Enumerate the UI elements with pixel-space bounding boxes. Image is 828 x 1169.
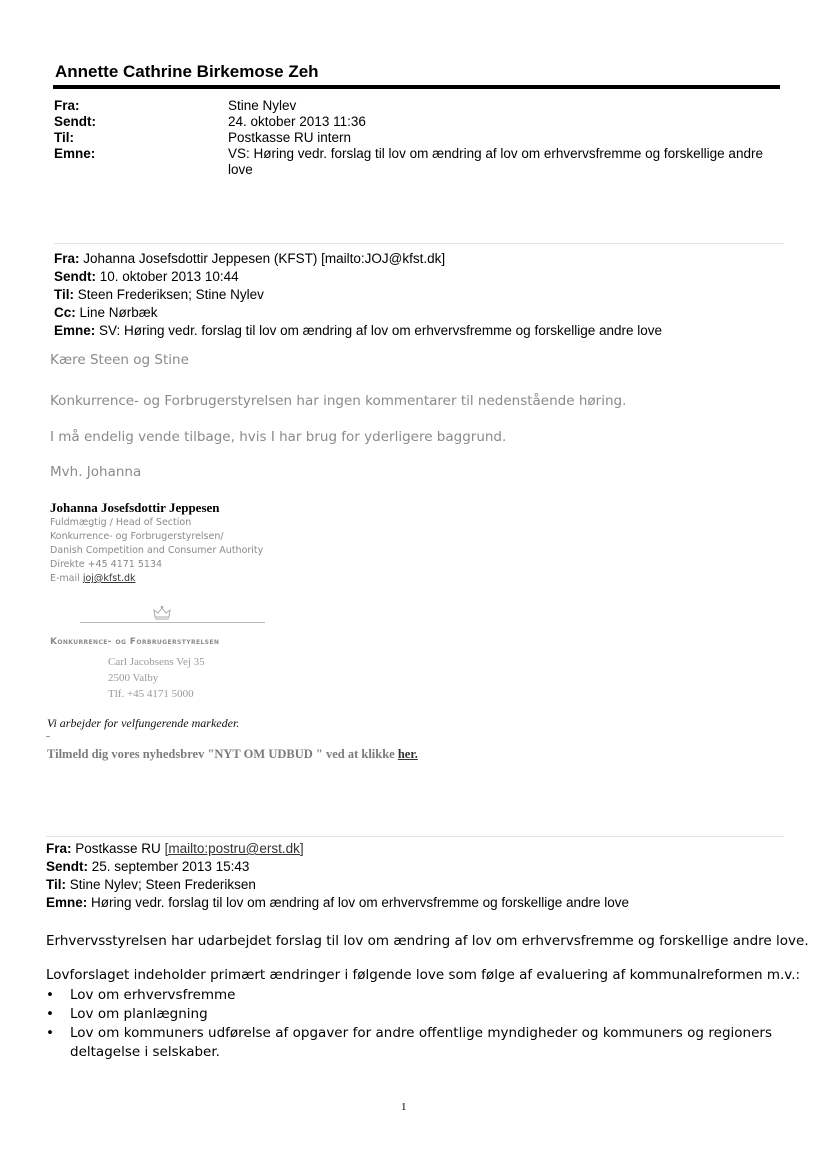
forward1-cc-value: Line Nørbæk <box>79 305 158 320</box>
header-value-til: Postkasse RU intern <box>228 130 352 145</box>
list-item <box>46 1005 772 1024</box>
header-value-fra: Stine Nylev <box>228 98 297 113</box>
signature-email-label: E-mail <box>50 573 80 584</box>
forward2-emne-label: Emne: <box>46 895 88 910</box>
forward1-emne-value: SV: Høring vedr. forslag til lov om ændring af lov om erhvervsfremme og forskellige andre love <box>99 323 663 338</box>
forward1-sendt-label: Sendt: <box>54 269 96 284</box>
logo-rule <box>80 622 265 623</box>
list-item-text: Lov om planlægning <box>70 1006 208 1022</box>
signature-motto: Vi arbejder for velfungerende markeder. <box>47 716 240 730</box>
signature-title: Fuldmægtig / Head of Section <box>50 517 192 528</box>
forward1-cc <box>54 304 784 322</box>
list-item-text: Lov om kommuners udførelse af opgaver for andre offentlige myndigheder og kommuners og regioners deltagelse i selskaber. <box>70 1025 772 1060</box>
list-item <box>46 1024 772 1062</box>
header-value-emne: VS: Høring vedr. forslag til lov om ændring af lov om erhvervsfremme og forskellige andre love <box>228 146 763 177</box>
header-rule <box>53 85 780 89</box>
forward1-til <box>54 286 784 304</box>
list-item <box>46 986 772 1005</box>
forward2-emne-value: Høring vedr. forslag til lov om ændring af lov om erhvervsfremme og forskellige andre love <box>91 895 630 910</box>
page-number: 1 <box>401 1101 407 1113</box>
divider <box>46 736 50 737</box>
forward2-fra <box>46 840 784 858</box>
forward-separator <box>46 836 784 837</box>
signature-name: Johanna Josefsdottir Jeppesen <box>50 500 220 515</box>
forward1-til-value: Steen Frederiksen; Stine Nylev <box>77 287 264 302</box>
forward-header-1 <box>54 250 784 340</box>
header-row-emne <box>54 146 780 180</box>
header-label-fra: Fra: <box>54 98 80 113</box>
header-row-fra <box>54 98 780 114</box>
message1-line1: Konkurrence- og Forbrugerstyrelsen har ingen kommentarer til nedenstående høring. <box>50 393 627 409</box>
forward-separator <box>54 243 784 244</box>
forward2-sendt-value: 25. september 2013 15:43 <box>91 859 250 874</box>
address-street: Carl Jacobsens Vej 35 <box>108 656 205 668</box>
signature-email-row <box>50 572 136 586</box>
forward2-sendt <box>46 858 784 876</box>
signature-phone: Direkte +45 4171 5134 <box>50 559 163 570</box>
header-row-til <box>54 130 780 146</box>
header-label-til: Til: <box>54 130 74 145</box>
message2-paragraph-1: Erhvervsstyrelsen har udarbejdet forslag til lov om ændring af lov om erhvervsfremme og forskellige andre love. <box>46 933 809 949</box>
list-item-text: Lov om erhvervsfremme <box>70 987 236 1003</box>
logo-org-name: Konkurrence- og Forbrugerstyrelsen <box>50 637 220 647</box>
bullet-icon: • <box>46 1006 54 1022</box>
law-bullet-list <box>46 986 772 1062</box>
forward2-mailto-link[interactable]: [mailto:postru@erst.dk] <box>164 841 304 856</box>
forward-header-2 <box>46 840 784 912</box>
forward2-emne <box>46 894 784 912</box>
bullet-icon: • <box>46 987 54 1003</box>
newsletter-link[interactable]: her. <box>397 747 418 761</box>
message1-closing: Mvh. Johanna <box>50 464 142 480</box>
forward1-fra-label: Fra: <box>54 251 80 266</box>
forward2-til <box>46 876 784 894</box>
message1-greeting: Kære Steen og Stine <box>50 352 189 368</box>
forward1-til-label: Til: <box>54 287 74 302</box>
forward2-sendt-label: Sendt: <box>46 859 88 874</box>
newsletter-line <box>47 747 418 762</box>
document-owner-name: Annette Cathrine Birkemose Zeh <box>55 62 319 81</box>
forward1-emne-label: Emne: <box>54 323 96 338</box>
signature-org-en: Danish Competition and Consumer Authority <box>50 545 264 556</box>
forward1-sendt-value: 10. oktober 2013 10:44 <box>99 269 239 284</box>
forward2-fra-value: Postkasse RU <box>75 841 161 856</box>
forward1-emne <box>54 322 784 340</box>
header-label-sendt: Sendt: <box>54 114 96 129</box>
forward1-fra <box>54 250 784 268</box>
forward2-til-value: Stine Nylev; Steen Frederiksen <box>69 877 256 892</box>
message2-paragraph-2: Lovforslaget indeholder primært ændringer i følgende love som følge af evaluering af kommunalreformen m.v.: <box>46 967 801 983</box>
forward2-fra-label: Fra: <box>46 841 72 856</box>
header-label-emne: Emne: <box>54 146 96 161</box>
forward1-fra-value: Johanna Josefsdottir Jeppesen (KFST) [mailto:JOJ@kfst.dk] <box>83 251 446 266</box>
signature-org-da: Konkurrence- og Forbrugerstyrelsen/ <box>50 531 224 542</box>
forward1-cc-label: Cc: <box>54 305 76 320</box>
address-phone: Tlf. +45 4171 5000 <box>108 688 194 700</box>
forward1-sendt <box>54 268 784 286</box>
address-city: 2500 Valby <box>108 672 159 684</box>
header-value-sendt: 24. oktober 2013 11:36 <box>228 114 366 129</box>
signature-email-link[interactable]: joj@kfst.dk <box>82 573 136 584</box>
forward2-til-label: Til: <box>46 877 66 892</box>
bullet-icon: • <box>46 1025 54 1041</box>
newsletter-text: Tilmeld dig vores nyhedsbrev "NYT OM UDBUD " ved at klikke <box>47 747 395 761</box>
message1-line2: I må endelig vende tilbage, hvis I har brug for yderligere baggrund. <box>50 429 507 445</box>
header-row-sendt <box>54 114 780 130</box>
